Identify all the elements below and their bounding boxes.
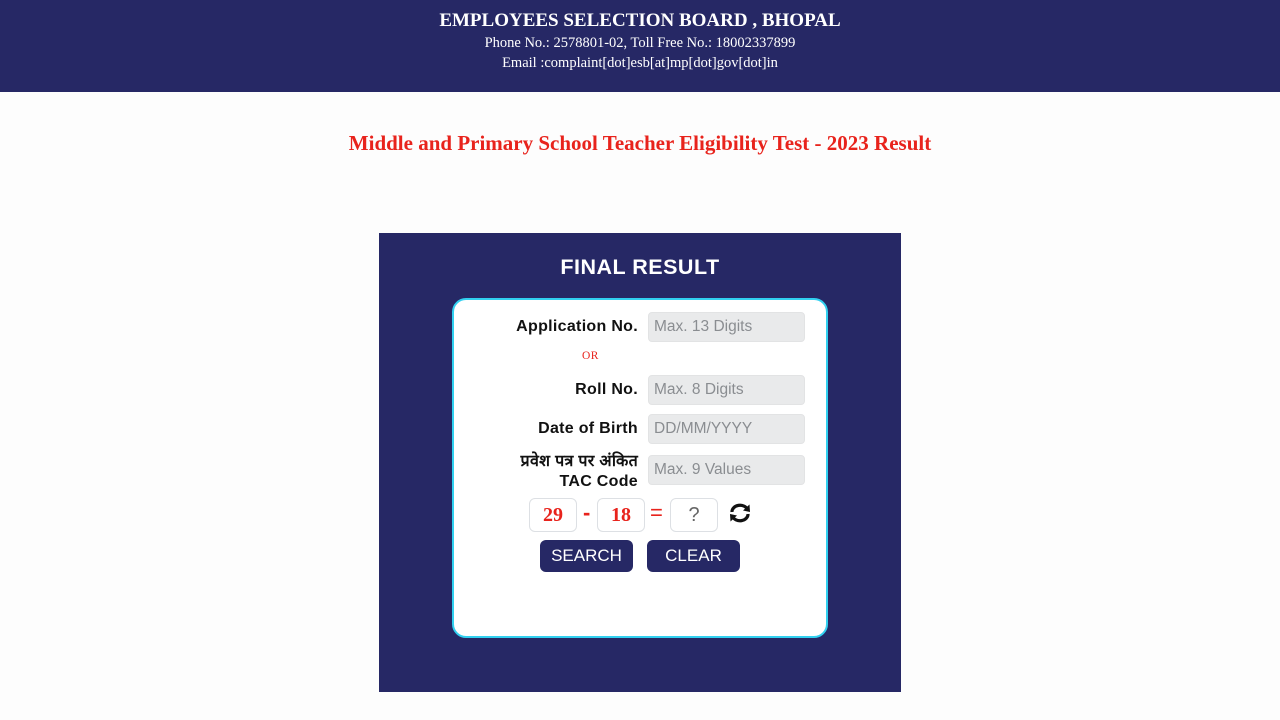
search-form-card: [452, 298, 828, 638]
contact-phone: Phone No.: 2578801-02, Toll Free No.: 18002337899: [484, 35, 796, 51]
captcha-operator: -: [583, 500, 591, 525]
roll-no-label: Roll No.: [575, 381, 638, 398]
captcha-number-2: 18: [597, 498, 645, 532]
panel-title: FINAL RESULT: [560, 255, 720, 279]
application-no-label: Application No.: [516, 318, 638, 335]
org-name: EMPLOYEES SELECTION BOARD , BHOPAL: [439, 10, 841, 31]
tac-label-hindi: प्रवेश पत्र पर अंकित: [520, 453, 638, 470]
roll-no-input[interactable]: [648, 375, 805, 405]
site-header: [0, 0, 1280, 92]
or-separator: OR: [582, 350, 599, 362]
tac-code-label: [521, 452, 638, 492]
captcha-equals: =: [650, 500, 663, 525]
dob-input[interactable]: [648, 414, 805, 444]
tac-code-input[interactable]: [648, 455, 805, 485]
captcha-answer-input[interactable]: [670, 498, 718, 532]
clear-button[interactable]: CLEAR: [647, 540, 740, 572]
result-panel: [379, 233, 901, 692]
dob-label: Date of Birth: [538, 420, 638, 437]
captcha-number-1: 29: [529, 498, 577, 532]
tac-label-english: TAC Code: [559, 473, 638, 490]
application-no-input[interactable]: [648, 312, 805, 342]
page-title: Middle and Primary School Teacher Eligibility Test - 2023 Result: [348, 131, 932, 155]
search-button[interactable]: SEARCH: [540, 540, 633, 572]
contact-email: Email :complaint[dot]esb[at]mp[dot]gov[dot]in: [502, 55, 778, 71]
refresh-icon[interactable]: [728, 501, 752, 525]
